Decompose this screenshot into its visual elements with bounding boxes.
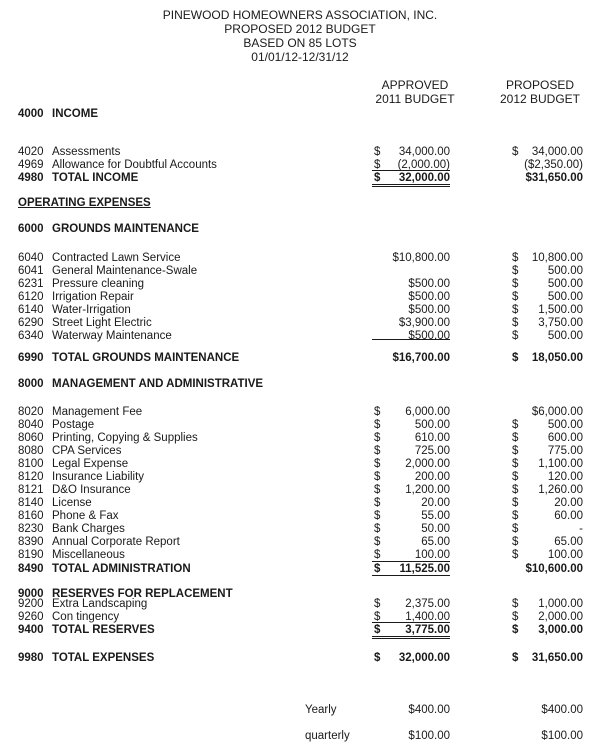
total-admin-label: TOTAL ADMINISTRATION <box>52 563 191 575</box>
admin-line-10-approved-sign: $ <box>374 536 381 548</box>
yearly-approved: $400.00 <box>408 704 450 716</box>
total-grounds-approved: $16,700.00 <box>392 352 450 364</box>
admin-line-11-approved-sign: $ <box>374 549 381 561</box>
total-admin-approved: 11,525.00 <box>399 563 450 575</box>
org-name: PINEWOOD HOMEOWNERS ASSOCIATION, INC. <box>162 8 438 22</box>
grounds-line-1-label: General Maintenance-Swale <box>52 265 198 277</box>
line-4020-proposed: 34,000.00 <box>531 146 583 158</box>
grounds-line-3-proposed-sign: $ <box>512 291 519 303</box>
total-income-approved: 32,000.00 <box>398 172 450 184</box>
grounds-heading: GROUNDS MAINTENANCE <box>52 223 199 235</box>
admin-line-2-proposed: 600.00 <box>547 432 583 444</box>
admin-line-2-code: 8060 <box>18 432 44 444</box>
grounds-line-4-proposed: 1,500.00 <box>538 304 583 316</box>
total-grounds-proposed-sign: $ <box>512 352 519 364</box>
grounds-line-6-proposed: 500.00 <box>547 330 583 342</box>
total-income-approved-sign: $ <box>374 172 381 184</box>
col-proposed-line1: PROPOSED <box>505 78 574 92</box>
admin-line-10-proposed: 65.00 <box>554 536 583 548</box>
period: 01/01/12-12/31/12 <box>251 50 349 64</box>
total-expenses-proposed: 31,650.00 <box>531 652 583 664</box>
operating-expenses-title: OPERATING EXPENSES <box>18 197 151 209</box>
grounds-line-0-code: 6040 <box>18 252 44 264</box>
admin-line-4-proposed-sign: $ <box>512 458 519 470</box>
total-admin-code: 8490 <box>18 563 44 575</box>
reserve-line-1-code: 9260 <box>18 611 44 623</box>
line-4020-label: Assessments <box>52 146 121 158</box>
yearly-proposed: $400.00 <box>541 704 583 716</box>
admin-line-1-approved-sign: $ <box>374 419 381 431</box>
total-reserves-proposed: 3,000.00 <box>538 624 583 636</box>
admin-line-7-approved: 20.00 <box>421 497 450 509</box>
admin-line-8-approved: 55.00 <box>421 510 450 522</box>
admin-line-5-approved: 200.00 <box>414 471 450 483</box>
management-heading: MANAGEMENT AND ADMINISTRATIVE <box>52 378 264 390</box>
income-subtotal-rule <box>372 170 450 171</box>
admin-line-11-code: 8190 <box>18 549 44 561</box>
document-title: PROPOSED 2012 BUDGET <box>224 22 376 36</box>
line-4020-approved-sign: $ <box>374 146 381 158</box>
total-income-label: TOTAL INCOME <box>52 172 139 184</box>
admin-line-6-proposed: 1,260.00 <box>538 484 583 496</box>
grounds-line-2-proposed-sign: $ <box>512 278 519 290</box>
admin-line-0-proposed: $6,000.00 <box>531 406 583 418</box>
admin-line-2-approved: 610.00 <box>414 432 450 444</box>
reserve-line-0-approved: 2,375.00 <box>405 598 450 610</box>
reserve-line-0-proposed-sign: $ <box>512 598 519 610</box>
reserve-line-1-proposed: 2,000.00 <box>538 611 583 623</box>
grounds-line-1-proposed-sign: $ <box>512 265 519 277</box>
admin-line-3-label: CPA Services <box>52 445 122 457</box>
reserve-line-0-label: Extra Landscaping <box>52 598 148 610</box>
admin-line-7-code: 8140 <box>18 497 44 509</box>
grounds-line-2-label: Pressure cleaning <box>52 278 145 290</box>
total-grounds-code: 6990 <box>18 352 44 364</box>
grounds-line-4-code: 6140 <box>18 304 44 316</box>
line-4969-code: 4969 <box>18 159 44 171</box>
grounds-line-1-code: 6041 <box>18 265 44 277</box>
income-heading-code: 4000 <box>18 108 44 120</box>
reserve-line-0-code: 9200 <box>18 598 44 610</box>
grounds-line-2-code: 6231 <box>18 278 44 290</box>
grounds-heading-code: 6000 <box>18 223 44 235</box>
admin-line-7-proposed-sign: $ <box>512 497 519 509</box>
admin-line-0-approved-sign: $ <box>374 406 381 418</box>
admin-line-3-approved-sign: $ <box>374 445 381 457</box>
total-reserves-code: 9400 <box>18 624 44 636</box>
total-reserves-approved-sign: $ <box>374 624 381 636</box>
lot-basis: BASED ON 85 LOTS <box>243 36 357 50</box>
admin-line-1-proposed-sign: $ <box>512 419 519 431</box>
total-grounds-label: TOTAL GROUNDS MAINTENANCE <box>52 352 240 364</box>
grounds-line-0-proposed: 10,800.00 <box>531 252 583 264</box>
col-proposed-line2: 2012 BUDGET <box>499 92 581 106</box>
total-reserves-approved: 3,775.00 <box>405 624 450 636</box>
line-4969-proposed: ($2,350.00) <box>524 159 583 171</box>
grounds-line-1-proposed: 500.00 <box>547 265 583 277</box>
grounds-line-0-approved: $10,800.00 <box>392 252 450 264</box>
admin-line-1-approved: 500.00 <box>414 419 450 431</box>
admin-line-7-proposed: 20.00 <box>554 497 583 509</box>
total-expenses-label: TOTAL EXPENSES <box>52 652 155 664</box>
quarterly-label: quarterly <box>305 730 350 742</box>
admin-line-9-code: 8230 <box>18 523 44 535</box>
yearly-label: Yearly <box>305 704 337 716</box>
income-heading: INCOME <box>52 108 98 120</box>
admin-line-4-approved-sign: $ <box>374 458 381 470</box>
admin-line-8-approved-sign: $ <box>374 510 381 522</box>
grounds-line-5-approved: $3,900.00 <box>398 317 450 329</box>
total-reserves-label: TOTAL RESERVES <box>52 624 155 636</box>
admin-line-9-approved-sign: $ <box>374 523 381 535</box>
grounds-line-0-label: Contracted Lawn Service <box>52 252 181 264</box>
admin-line-6-proposed-sign: $ <box>512 484 519 496</box>
grounds-line-3-label: Irrigation Repair <box>52 291 134 303</box>
line-4969-approved-sign: $ <box>374 159 381 171</box>
admin-line-6-approved-sign: $ <box>374 484 381 496</box>
admin-line-8-proposed-sign: $ <box>512 510 519 522</box>
reserve-line-1-proposed-sign: $ <box>512 611 519 623</box>
admin-line-5-code: 8120 <box>18 471 44 483</box>
admin-line-5-approved-sign: $ <box>374 471 381 483</box>
admin-line-6-label: D&O Insurance <box>52 484 131 496</box>
grounds-line-3-code: 6120 <box>18 291 44 303</box>
admin-line-11-approved: 100.00 <box>414 549 450 561</box>
reserves-total-double-rule <box>372 636 450 639</box>
admin-line-6-approved: 1,200.00 <box>405 484 450 496</box>
admin-line-3-approved: 725.00 <box>414 445 450 457</box>
grounds-line-6-approved: $500.00 <box>408 330 450 342</box>
grounds-line-0-proposed-sign: $ <box>512 252 519 264</box>
total-income-code: 4980 <box>18 172 44 184</box>
admin-line-5-label: Insurance Liability <box>52 471 145 483</box>
grounds-line-5-proposed: 3,750.00 <box>538 317 583 329</box>
line-4969-label: Allowance for Doubtful Accounts <box>52 159 217 171</box>
admin-line-8-code: 8160 <box>18 510 44 522</box>
col-approved-line1: APPROVED <box>381 78 449 92</box>
admin-line-2-proposed-sign: $ <box>512 432 519 444</box>
grounds-line-6-label: Waterway Maintenance <box>52 330 172 342</box>
admin-line-6-code: 8121 <box>18 484 44 496</box>
total-expenses-proposed-sign: $ <box>512 652 519 664</box>
grounds-line-2-proposed: 500.00 <box>547 278 583 290</box>
management-heading-code: 8000 <box>18 378 44 390</box>
admin-line-3-proposed: 775.00 <box>547 445 583 457</box>
admin-line-4-label: Legal Expense <box>52 458 129 470</box>
grounds-line-5-label: Street Light Electric <box>52 317 152 329</box>
total-grounds-proposed: 18,050.00 <box>531 352 583 364</box>
admin-line-0-label: Management Fee <box>52 406 143 418</box>
grounds-line-4-label: Water-Irrigation <box>52 304 131 316</box>
grounds-line-3-approved: $500.00 <box>408 291 450 303</box>
admin-total-rule <box>372 575 450 576</box>
total-income-proposed: $31,650.00 <box>525 172 583 184</box>
total-expenses-approved: 32,000.00 <box>398 652 450 664</box>
total-expenses-code: 9980 <box>18 652 44 664</box>
grounds-line-5-code: 6290 <box>18 317 44 329</box>
admin-line-0-approved: 6,000.00 <box>405 406 450 418</box>
total-expenses-approved-sign: $ <box>374 652 381 664</box>
admin-line-9-proposed-sign: $ <box>512 523 519 535</box>
admin-line-10-label: Annual Corporate Report <box>52 536 180 548</box>
quarterly-proposed: $100.00 <box>541 730 583 742</box>
grounds-line-4-approved: $500.00 <box>408 304 450 316</box>
admin-line-4-proposed: 1,100.00 <box>538 458 583 470</box>
reserves-subtotal-rule <box>372 622 450 623</box>
col-approved-line2: 2011 BUDGET <box>375 92 455 106</box>
admin-line-5-proposed: 120.00 <box>547 471 583 483</box>
admin-line-2-label: Printing, Copying & Supplies <box>52 432 198 444</box>
admin-line-11-label: Miscellaneous <box>52 549 125 561</box>
admin-line-1-label: Postage <box>52 419 95 431</box>
admin-line-1-code: 8040 <box>18 419 44 431</box>
line-4020-code: 4020 <box>18 146 44 158</box>
admin-line-11-proposed-sign: $ <box>512 549 519 561</box>
admin-line-2-approved-sign: $ <box>374 432 381 444</box>
admin-line-9-proposed: - <box>579 523 583 535</box>
reserve-line-1-label: Con tingency <box>52 611 120 623</box>
quarterly-approved: $100.00 <box>408 730 450 742</box>
admin-line-7-label: License <box>52 497 92 509</box>
admin-line-7-approved-sign: $ <box>374 497 381 509</box>
reserve-line-1-approved-sign: $ <box>374 611 381 623</box>
total-reserves-proposed-sign: $ <box>512 624 519 636</box>
admin-line-11-proposed: 100.00 <box>547 549 583 561</box>
reserve-line-0-approved-sign: $ <box>374 598 381 610</box>
grounds-line-6-proposed-sign: $ <box>512 330 519 342</box>
admin-line-10-proposed-sign: $ <box>512 536 519 548</box>
admin-line-3-code: 8080 <box>18 445 44 457</box>
admin-line-4-code: 8100 <box>18 458 44 470</box>
line-4020-proposed-sign: $ <box>512 146 519 158</box>
admin-line-8-proposed: 60.00 <box>554 510 583 522</box>
admin-line-10-approved: 65.00 <box>421 536 450 548</box>
admin-line-10-code: 8390 <box>18 536 44 548</box>
grounds-line-3-proposed: 500.00 <box>547 291 583 303</box>
admin-line-9-approved: 50.00 <box>421 523 450 535</box>
admin-line-0-code: 8020 <box>18 406 44 418</box>
line-4020-approved: 34,000.00 <box>398 146 450 158</box>
grounds-line-2-approved: $500.00 <box>408 278 450 290</box>
admin-line-5-proposed-sign: $ <box>512 471 519 483</box>
grounds-line-5-proposed-sign: $ <box>512 317 519 329</box>
admin-line-1-proposed: 500.00 <box>547 419 583 431</box>
admin-line-4-approved: 2,000.00 <box>405 458 450 470</box>
reserve-line-1-approved: 1,400.00 <box>405 611 450 623</box>
reserves-heading: RESERVES FOR REPLACEMENT <box>52 588 233 600</box>
reserve-line-0-proposed: 1,000.00 <box>538 598 583 610</box>
reserves-heading-code: 9000 <box>18 588 44 600</box>
total-admin-proposed: $10,600.00 <box>525 563 583 575</box>
admin-line-3-proposed-sign: $ <box>512 445 519 457</box>
income-total-double-rule <box>372 184 450 187</box>
admin-subtotal-rule <box>372 561 450 562</box>
grounds-subtotal-rule <box>372 339 450 340</box>
grounds-line-6-code: 6340 <box>18 330 44 342</box>
admin-line-9-label: Bank Charges <box>52 523 125 535</box>
grounds-line-4-proposed-sign: $ <box>512 304 519 316</box>
line-4969-approved: (2,000.00) <box>397 159 450 171</box>
total-admin-approved-sign: $ <box>374 563 381 575</box>
admin-line-8-label: Phone & Fax <box>52 510 119 522</box>
